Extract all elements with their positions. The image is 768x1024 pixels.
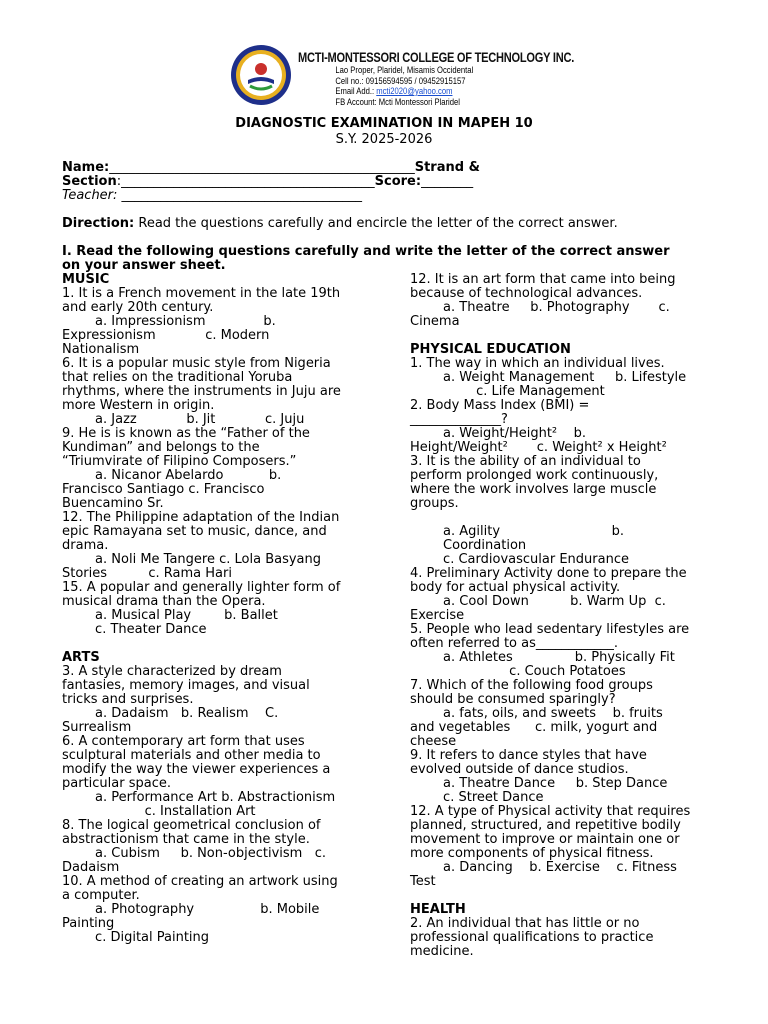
- right-column-line: movement to improve or maintain one or: [410, 832, 680, 847]
- left-column-line: Kundiman” and belongs to the: [62, 440, 260, 455]
- right-column: [410, 273, 730, 959]
- left-column-line: that relies on the traditional Yoruba: [62, 370, 293, 385]
- section-label: Section: [62, 174, 117, 189]
- left-column-line: a. Dadaism b. Realism C.: [62, 706, 279, 721]
- name-field[interactable]: _______________________________________________: [109, 160, 415, 175]
- left-column-line: modify the way the viewer experiences a: [62, 762, 331, 777]
- right-column-line: groups.: [410, 496, 459, 511]
- right-column-line: 2. Body Mass Index (BMI) =: [410, 398, 590, 413]
- right-column-line: 4. Preliminary Activity done to prepare the: [410, 566, 687, 581]
- left-column-line: fantasies, memory images, and visual: [62, 678, 310, 693]
- left-column-line: 6. A contemporary art form that uses: [62, 734, 305, 749]
- left-column-line: rhythms, where the instruments in Juju are: [62, 384, 341, 399]
- instruction-line-1: I. Read the following questions carefully and write the letter of the correct answer: [62, 244, 670, 259]
- direction-label: Direction:: [62, 216, 135, 231]
- right-column-line: a. Dancing b. Exercise c. Fitness: [410, 860, 677, 875]
- left-column-line: a. Musical Play b. Ballet: [62, 608, 278, 623]
- right-column-line: 5. People who lead sedentary lifestyles are: [410, 622, 690, 637]
- direction: [62, 217, 618, 231]
- left-column-line: Surrealism: [62, 720, 132, 735]
- left-column-line: Nationalism: [62, 342, 140, 357]
- left-column-line: a. Performance Art b. Abstractionism: [62, 790, 336, 805]
- right-column-line: 9. It refers to dance styles that have: [410, 748, 647, 763]
- score-label: Score:: [374, 174, 422, 189]
- instruction-line-2: on your answer sheet.: [62, 258, 226, 273]
- right-column-line: a. Cool Down b. Warm Up c.: [410, 594, 666, 609]
- right-column-line: a. Weight Management b. Lifestyle: [410, 370, 687, 385]
- right-column-line: perform prolonged work continuously,: [410, 468, 659, 483]
- exam-title: DIAGNOSTIC EXAMINATION IN MAPEH 10: [235, 116, 533, 131]
- right-column-line: 12. It is an art form that came into being: [410, 272, 676, 287]
- left-column-line: 15. A popular and generally lighter form of: [62, 580, 341, 595]
- right-column-line: medicine.: [410, 944, 474, 959]
- left-column-line: musical drama than the Opera.: [62, 594, 266, 609]
- teacher-label: Teacher:: [62, 188, 118, 203]
- right-column-line: a. Athletes b. Physically Fit: [410, 650, 675, 665]
- direction-text: Read the questions carefully and encircle the letter of the correct answer.: [134, 216, 618, 231]
- right-column-line: planned, structured, and repetitive bodily: [410, 818, 681, 833]
- left-column-section-heading: ARTS: [62, 650, 100, 665]
- email-label: Email Add.:: [335, 86, 375, 96]
- section-row: [62, 175, 473, 189]
- left-column-line: 6. It is a popular music style from Nigeria: [62, 356, 331, 371]
- right-column-line: c. Couch Potatoes: [410, 664, 626, 679]
- right-column-line: professional qualifications to practice: [410, 930, 654, 945]
- right-column-line: and vegetables c. milk, yogurt and: [410, 720, 658, 735]
- right-column-line: Test: [410, 874, 436, 889]
- left-column-line: Dadaism: [62, 860, 120, 875]
- left-column-line: [62, 637, 382, 651]
- strand-label: Strand &: [414, 160, 480, 175]
- left-column-line: drama.: [62, 538, 109, 553]
- left-column-line: c. Digital Painting: [62, 930, 210, 945]
- right-column-line: 7. Which of the following food groups: [410, 678, 653, 693]
- left-column-line: 8. The logical geometrical conclusion of: [62, 818, 321, 833]
- school-name: MCTI-MONTESSORI COLLEGE OF TECHNOLOGY INC.: [298, 50, 575, 65]
- right-column-line: 12. A type of Physical activity that requires: [410, 804, 691, 819]
- left-column-line: a. Impressionism b.: [62, 314, 276, 329]
- left-column-line: a computer.: [62, 888, 140, 903]
- right-column-line: [410, 889, 730, 903]
- right-column-line: often referred to as____________.: [410, 636, 619, 651]
- right-column-line: a. fats, oils, and sweets b. fruits: [410, 706, 663, 721]
- left-column-line: a. Noli Me Tangere c. Lola Basyang: [62, 552, 322, 567]
- left-column-line: Buencamino Sr.: [62, 496, 164, 511]
- right-column-line: c. Cardiovascular Endurance: [410, 552, 629, 567]
- right-column-line: 2. An individual that has little or no: [410, 916, 640, 931]
- right-column-section-heading: PHYSICAL EDUCATION: [410, 342, 571, 357]
- school-header: [230, 44, 575, 107]
- teacher-row: [62, 189, 362, 203]
- left-column-line: epic Ramayana set to music, dance, and: [62, 524, 327, 539]
- right-column-line: a. Theatre b. Photography c.: [410, 300, 670, 315]
- left-column-line: Expressionism c. Modern: [62, 328, 270, 343]
- right-column-line: ______________?: [410, 412, 508, 427]
- right-column-line: c. Life Management: [410, 384, 605, 399]
- left-column-line: Francisco Santiago c. Francisco: [62, 482, 265, 497]
- left-column-line: Stories c. Rama Hari: [62, 566, 232, 581]
- left-column-line: 1. It is a French movement in the late 19th: [62, 286, 341, 301]
- right-column-line: Exercise: [410, 608, 465, 623]
- right-column-line: Cinema: [410, 314, 460, 329]
- left-column-line: 10. A method of creating an artwork using: [62, 874, 338, 889]
- right-column-line: Height/Weight² c. Weight² x Height²: [410, 440, 667, 455]
- left-column-line: more Western in origin.: [62, 398, 215, 413]
- score-field[interactable]: ________: [421, 174, 474, 189]
- right-column-line: should be consumed sparingly?: [410, 692, 616, 707]
- right-column-line: [410, 511, 730, 525]
- left-column-line: and early 20th century.: [62, 300, 214, 315]
- right-column-line: cheese: [410, 734, 457, 749]
- school-cell: Cell no.: 09156594595 / 09452915157: [335, 75, 466, 86]
- left-column-line: a. Cubism b. Non-objectivism c.: [62, 846, 327, 861]
- left-column-line: c. Theater Dance: [62, 622, 207, 637]
- section-field[interactable]: :_______________________________________: [116, 174, 375, 189]
- name-label: Name:: [62, 160, 110, 175]
- right-column-line: a. Theatre Dance b. Step Dance: [410, 776, 668, 791]
- left-column-line: “Triumvirate of Filipino Composers.”: [62, 454, 297, 469]
- left-column-line: a. Photography b. Mobile: [62, 902, 320, 917]
- right-column-line: a. Agility b.: [410, 524, 625, 539]
- right-column-line: Coordination: [410, 538, 527, 553]
- right-column-line: c. Street Dance: [410, 790, 544, 805]
- right-column-line: because of technological advances.: [410, 286, 643, 301]
- right-column-line: 1. The way in which an individual lives.: [410, 356, 665, 371]
- email-link[interactable]: mcti2020@yahoo.com: [376, 86, 453, 96]
- school-seal-logo: [230, 44, 292, 106]
- right-column-line: 3. It is the ability of an individual to: [410, 454, 641, 469]
- right-column-line: more components of physical fitness.: [410, 846, 654, 861]
- school-address: Lao Proper, Plaridel, Misamis Occidental: [335, 65, 474, 75]
- left-column-line: Painting: [62, 916, 115, 931]
- right-column-line: a. Weight/Height² b.: [410, 426, 587, 441]
- left-column-line: tricks and surprises.: [62, 692, 194, 707]
- school-fb: FB Account: Mcti Montessori Plaridel: [335, 96, 460, 107]
- right-column-line: body for actual physical activity.: [410, 580, 621, 595]
- left-column-line: sculptural materials and other media to: [62, 748, 321, 763]
- left-column-line: c. Installation Art: [62, 804, 256, 819]
- left-column-line: 3. A style characterized by dream: [62, 664, 282, 679]
- left-column-line: a. Nicanor Abelardo b.: [62, 468, 282, 483]
- left-column-line: 9. He is is known as the “Father of the: [62, 426, 310, 441]
- right-column-line: where the work involves large muscle: [410, 482, 657, 497]
- left-column-line: abstractionism that came in the style.: [62, 832, 310, 847]
- teacher-field[interactable]: _____________________________________: [117, 188, 363, 203]
- left-column: [62, 273, 382, 945]
- right-column-line: evolved outside of dance studios.: [410, 762, 629, 777]
- right-column-line: [410, 329, 730, 343]
- left-column-line: a. Jazz b. Jit c. Juju: [62, 412, 305, 427]
- name-row: [62, 161, 480, 175]
- left-column-line: particular space.: [62, 776, 171, 791]
- left-column-line: 12. The Philippine adaptation of the Indian: [62, 510, 340, 525]
- school-email-line: [298, 86, 584, 97]
- left-column-section-heading: MUSIC: [62, 272, 110, 287]
- right-column-section-heading: HEALTH: [410, 902, 466, 917]
- school-year: S.Y. 2025-2026: [335, 132, 433, 147]
